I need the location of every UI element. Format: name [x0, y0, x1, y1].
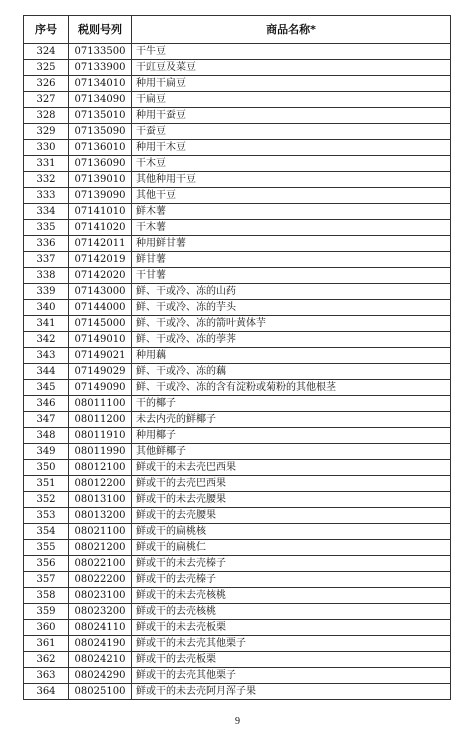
cell-tariff-code: 08024210 — [69, 652, 132, 668]
table-row — [24, 492, 451, 508]
cell-tariff-code: 07136010 — [69, 140, 132, 156]
cell-product-name: 鲜、干或冷、冻的箭叶黄体芋 — [132, 316, 451, 332]
cell-product-name: 鲜或干的未去壳榛子 — [132, 556, 451, 572]
cell-product-name: 鲜或干的未去壳其他栗子 — [132, 636, 451, 652]
cell-serial-number: 348 — [24, 428, 69, 444]
cell-serial-number: 362 — [24, 652, 69, 668]
cell-tariff-code: 08011990 — [69, 444, 132, 460]
cell-serial-number: 337 — [24, 252, 69, 268]
cell-serial-number: 347 — [24, 412, 69, 428]
cell-serial-number: 353 — [24, 508, 69, 524]
table-row — [24, 188, 451, 204]
cell-serial-number: 329 — [24, 124, 69, 140]
cell-product-name: 干木薯 — [132, 220, 451, 236]
cell-product-name: 干甘薯 — [132, 268, 451, 284]
table-header-row — [24, 16, 451, 44]
cell-product-name: 鲜或干的未去壳阿月浑子果 — [132, 684, 451, 700]
table-row — [24, 540, 451, 556]
cell-serial-number: 344 — [24, 364, 69, 380]
table-row — [24, 460, 451, 476]
cell-serial-number: 361 — [24, 636, 69, 652]
cell-tariff-code: 07135010 — [69, 108, 132, 124]
table-row — [24, 604, 451, 620]
table-row — [24, 124, 451, 140]
table-row — [24, 444, 451, 460]
table-row — [24, 620, 451, 636]
cell-tariff-code: 07133500 — [69, 44, 132, 60]
cell-product-name: 种用鲜甘薯 — [132, 236, 451, 252]
table-row — [24, 364, 451, 380]
cell-tariff-code: 08022100 — [69, 556, 132, 572]
cell-tariff-code: 07135090 — [69, 124, 132, 140]
cell-serial-number: 359 — [24, 604, 69, 620]
table-row — [24, 76, 451, 92]
cell-tariff-code: 07139090 — [69, 188, 132, 204]
cell-tariff-code: 08012100 — [69, 460, 132, 476]
cell-product-name: 其他干豆 — [132, 188, 451, 204]
cell-tariff-code: 08024290 — [69, 668, 132, 684]
cell-product-name: 种用干扁豆 — [132, 76, 451, 92]
cell-product-name: 鲜或干的未去壳巴西果 — [132, 460, 451, 476]
cell-tariff-code: 08022200 — [69, 572, 132, 588]
table-row — [24, 588, 451, 604]
cell-product-name: 未去内壳的鲜椰子 — [132, 412, 451, 428]
cell-serial-number: 355 — [24, 540, 69, 556]
table-row — [24, 204, 451, 220]
cell-tariff-code: 08021200 — [69, 540, 132, 556]
cell-serial-number: 356 — [24, 556, 69, 572]
cell-serial-number: 333 — [24, 188, 69, 204]
table-row — [24, 396, 451, 412]
cell-tariff-code: 08021100 — [69, 524, 132, 540]
cell-tariff-code: 07143000 — [69, 284, 132, 300]
cell-product-name: 鲜、干或冷、冻的山药 — [132, 284, 451, 300]
table-row — [24, 108, 451, 124]
table-row — [24, 220, 451, 236]
table-row — [24, 60, 451, 76]
cell-product-name: 鲜甘薯 — [132, 252, 451, 268]
cell-tariff-code: 07134090 — [69, 92, 132, 108]
table-row — [24, 556, 451, 572]
cell-serial-number: 336 — [24, 236, 69, 252]
cell-serial-number: 339 — [24, 284, 69, 300]
cell-tariff-code: 08011100 — [69, 396, 132, 412]
header-tariff-code: 税则号列 — [69, 16, 132, 44]
cell-serial-number: 345 — [24, 380, 69, 396]
cell-tariff-code: 07145000 — [69, 316, 132, 332]
cell-serial-number: 326 — [24, 76, 69, 92]
cell-tariff-code: 08024190 — [69, 636, 132, 652]
page-number: 9 — [235, 716, 240, 727]
cell-tariff-code: 07149090 — [69, 380, 132, 396]
cell-product-name: 鲜或干的未去壳核桃 — [132, 588, 451, 604]
table-row — [24, 252, 451, 268]
table-row — [24, 348, 451, 364]
table-row — [24, 92, 451, 108]
cell-serial-number: 350 — [24, 460, 69, 476]
cell-product-name: 鲜或干的去壳其他栗子 — [132, 668, 451, 684]
cell-tariff-code: 07142011 — [69, 236, 132, 252]
cell-serial-number: 332 — [24, 172, 69, 188]
cell-tariff-code: 07149029 — [69, 364, 132, 380]
cell-product-name: 种用干蚕豆 — [132, 108, 451, 124]
cell-product-name: 鲜、干或冷、冻的含有淀粉或菊粉的其他根茎 — [132, 380, 451, 396]
table-body — [24, 44, 451, 700]
table-row — [24, 172, 451, 188]
cell-tariff-code: 07133900 — [69, 60, 132, 76]
cell-product-name: 鲜或干的去壳巴西果 — [132, 476, 451, 492]
table-row — [24, 572, 451, 588]
cell-tariff-code: 08011200 — [69, 412, 132, 428]
cell-tariff-code: 08023200 — [69, 604, 132, 620]
cell-tariff-code: 08011910 — [69, 428, 132, 444]
cell-serial-number: 343 — [24, 348, 69, 364]
table-row — [24, 652, 451, 668]
table-row — [24, 44, 451, 60]
cell-serial-number: 324 — [24, 44, 69, 60]
cell-product-name: 其他种用干豆 — [132, 172, 451, 188]
table-row — [24, 508, 451, 524]
cell-serial-number: 358 — [24, 588, 69, 604]
table-row — [24, 636, 451, 652]
cell-serial-number: 327 — [24, 92, 69, 108]
cell-tariff-code: 07149010 — [69, 332, 132, 348]
cell-tariff-code: 08024110 — [69, 620, 132, 636]
cell-serial-number: 364 — [24, 684, 69, 700]
cell-serial-number: 328 — [24, 108, 69, 124]
table-row — [24, 284, 451, 300]
cell-serial-number: 360 — [24, 620, 69, 636]
header-product-name: 商品名称* — [132, 16, 451, 44]
cell-product-name: 鲜或干的扁桃仁 — [132, 540, 451, 556]
cell-serial-number: 342 — [24, 332, 69, 348]
cell-product-name: 种用干木豆 — [132, 140, 451, 156]
table-row — [24, 684, 451, 700]
cell-product-name: 干牛豆 — [132, 44, 451, 60]
cell-serial-number: 346 — [24, 396, 69, 412]
cell-serial-number: 354 — [24, 524, 69, 540]
table-row — [24, 236, 451, 252]
cell-tariff-code: 07141020 — [69, 220, 132, 236]
cell-product-name: 鲜或干的扁桃核 — [132, 524, 451, 540]
cell-tariff-code: 07141010 — [69, 204, 132, 220]
cell-serial-number: 335 — [24, 220, 69, 236]
cell-product-name: 鲜、干或冷、冻的荸荠 — [132, 332, 451, 348]
cell-tariff-code: 08013200 — [69, 508, 132, 524]
table-row — [24, 300, 451, 316]
cell-tariff-code: 07144000 — [69, 300, 132, 316]
cell-product-name: 干的椰子 — [132, 396, 451, 412]
cell-serial-number: 330 — [24, 140, 69, 156]
cell-product-name: 种用椰子 — [132, 428, 451, 444]
table-row — [24, 524, 451, 540]
tariff-table — [23, 15, 451, 700]
cell-product-name: 鲜或干的未去壳板栗 — [132, 620, 451, 636]
cell-tariff-code: 08012200 — [69, 476, 132, 492]
cell-serial-number: 338 — [24, 268, 69, 284]
cell-tariff-code: 08013100 — [69, 492, 132, 508]
cell-serial-number: 331 — [24, 156, 69, 172]
cell-product-name: 鲜或干的去壳榛子 — [132, 572, 451, 588]
cell-product-name: 干扁豆 — [132, 92, 451, 108]
table-row — [24, 428, 451, 444]
header-serial-number: 序号 — [24, 16, 69, 44]
table-row — [24, 668, 451, 684]
cell-serial-number: 341 — [24, 316, 69, 332]
cell-tariff-code: 08023100 — [69, 588, 132, 604]
cell-product-name: 干豇豆及菜豆 — [132, 60, 451, 76]
table-row — [24, 156, 451, 172]
cell-product-name: 干蚕豆 — [132, 124, 451, 140]
cell-serial-number: 351 — [24, 476, 69, 492]
table-row — [24, 476, 451, 492]
cell-product-name: 鲜或干的去壳核桃 — [132, 604, 451, 620]
cell-serial-number: 325 — [24, 60, 69, 76]
cell-product-name: 鲜木薯 — [132, 204, 451, 220]
cell-product-name: 鲜或干的未去壳腰果 — [132, 492, 451, 508]
table-row — [24, 268, 451, 284]
cell-tariff-code: 07134010 — [69, 76, 132, 92]
cell-product-name: 鲜或干的去壳板栗 — [132, 652, 451, 668]
cell-serial-number: 363 — [24, 668, 69, 684]
cell-tariff-code: 07142020 — [69, 268, 132, 284]
cell-tariff-code: 08025100 — [69, 684, 132, 700]
cell-tariff-code: 07149021 — [69, 348, 132, 364]
table-row — [24, 140, 451, 156]
cell-serial-number: 357 — [24, 572, 69, 588]
cell-product-name: 其他鲜椰子 — [132, 444, 451, 460]
cell-product-name: 种用藕 — [132, 348, 451, 364]
cell-product-name: 鲜或干的去壳腰果 — [132, 508, 451, 524]
cell-product-name: 鲜、干或冷、冻的芋头 — [132, 300, 451, 316]
table-row — [24, 332, 451, 348]
cell-product-name: 干木豆 — [132, 156, 451, 172]
cell-tariff-code: 07136090 — [69, 156, 132, 172]
cell-product-name: 鲜、干或冷、冻的藕 — [132, 364, 451, 380]
table-row — [24, 412, 451, 428]
table-row — [24, 316, 451, 332]
cell-serial-number: 340 — [24, 300, 69, 316]
cell-tariff-code: 07142019 — [69, 252, 132, 268]
cell-serial-number: 334 — [24, 204, 69, 220]
cell-serial-number: 352 — [24, 492, 69, 508]
table-row — [24, 380, 451, 396]
cell-serial-number: 349 — [24, 444, 69, 460]
cell-tariff-code: 07139010 — [69, 172, 132, 188]
